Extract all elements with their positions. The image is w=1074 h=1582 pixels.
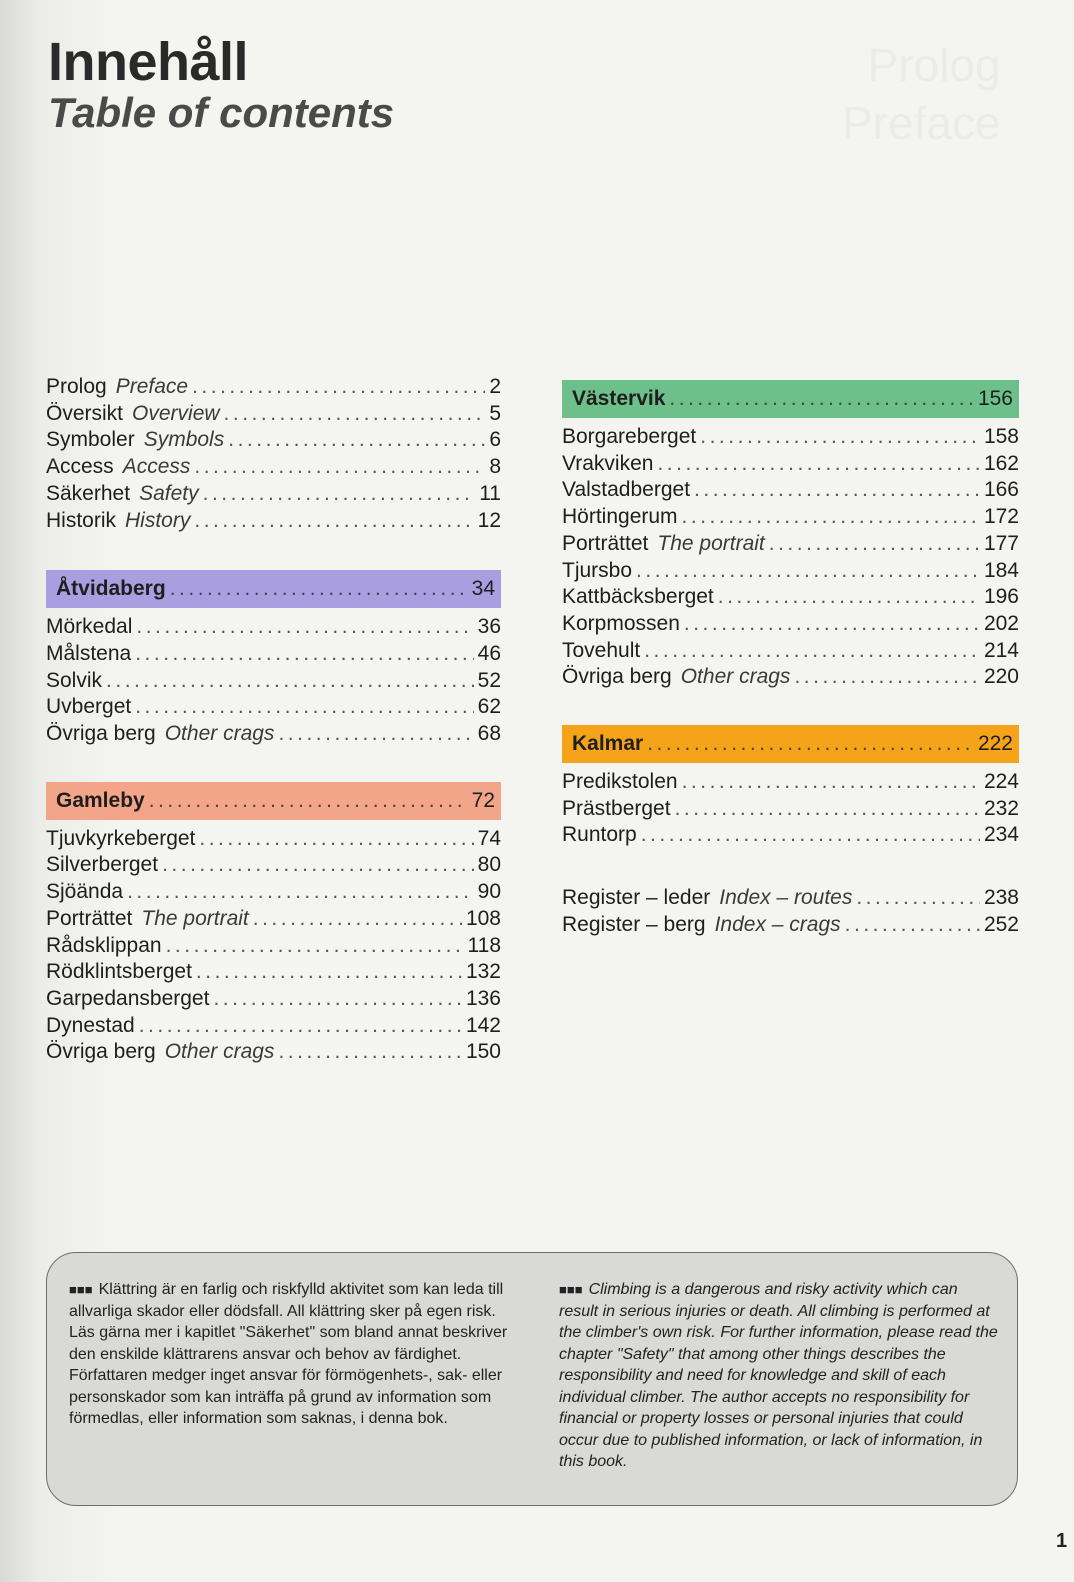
toc-entry <box>46 694 501 721</box>
entry-title: Hörtingerum <box>562 505 678 529</box>
entry-title: Korpmossen <box>562 611 680 635</box>
entry-page-number: 196 <box>983 585 1019 609</box>
ghost-line-2: Preface <box>842 97 1001 149</box>
entry-page-number: 6 <box>489 428 501 452</box>
section-header <box>46 570 501 608</box>
ghost-line-1: Prolog <box>867 39 1001 91</box>
entry-title: Rödklintsberget <box>46 960 192 984</box>
dot-leader <box>194 454 485 481</box>
dot-leader <box>684 611 980 638</box>
toc-entry <box>562 611 1019 638</box>
dot-leader <box>253 906 462 933</box>
warning-english <box>559 1279 999 1473</box>
entry-title: Uvberget <box>46 695 132 719</box>
toc-entry <box>562 531 1019 558</box>
dot-leader <box>136 614 473 641</box>
ghost-title <box>842 36 1001 152</box>
section-header <box>562 380 1019 418</box>
dot-leader <box>647 725 974 763</box>
dot-leader <box>135 641 473 668</box>
toc-left-column <box>46 374 501 1066</box>
toc-entry <box>562 558 1019 585</box>
entry-title: Register – leder <box>562 886 711 910</box>
dot-leader <box>170 570 468 608</box>
entry-page-number: 177 <box>983 531 1019 555</box>
dot-leader <box>682 504 980 531</box>
entry-translation: History <box>125 508 191 532</box>
toc-entry <box>46 401 501 428</box>
toc-entry <box>562 769 1019 796</box>
toc-entry <box>46 986 501 1013</box>
entry-title: Valstadberget <box>562 478 691 502</box>
section-name: Åtvidaberg <box>56 577 166 601</box>
entry-translation: Other crags <box>164 1040 275 1064</box>
entry-page-number: 136 <box>465 986 501 1010</box>
entry-title: Säkerhet <box>46 481 131 505</box>
entry-title: Silverberget <box>46 853 159 877</box>
dot-leader <box>224 401 486 428</box>
dot-leader <box>213 986 462 1013</box>
entry-title: Kattbäcksberget <box>562 585 714 609</box>
warning-squares-icon: ■■■ <box>559 1282 583 1297</box>
dot-leader <box>278 1039 462 1066</box>
toc-entry <box>562 664 1019 691</box>
entry-page-number: 158 <box>983 425 1019 448</box>
toc-entry <box>46 1039 501 1066</box>
entry-page-number: 172 <box>983 505 1019 529</box>
section-atvidaberg <box>46 570 501 748</box>
toc-entry <box>46 959 501 986</box>
toc-entry <box>562 796 1019 823</box>
entry-page-number: 202 <box>983 611 1019 635</box>
entry-page-number: 238 <box>983 886 1019 910</box>
entry-title: Garpedansberget <box>46 986 210 1010</box>
toc-entry <box>46 668 501 695</box>
section-name: Gamleby <box>56 788 145 812</box>
entry-title: Dynestad <box>46 1013 135 1037</box>
entry-page-number: 5 <box>489 401 501 425</box>
entry-title: Porträttet <box>562 531 649 555</box>
dot-leader <box>228 427 485 454</box>
entry-title: Övriga berg <box>46 1040 156 1064</box>
entry-page-number: 252 <box>983 912 1019 936</box>
entry-page-number: 8 <box>489 455 501 479</box>
dot-leader <box>718 584 980 611</box>
entry-page-number: 80 <box>477 853 501 877</box>
entry-page-number: 224 <box>983 770 1019 794</box>
warning-squares-icon: ■■■ <box>69 1282 93 1297</box>
dot-leader <box>199 826 473 853</box>
toc-entry <box>562 584 1019 611</box>
toc-entry <box>46 641 501 668</box>
toc-entry <box>46 374 501 401</box>
entry-page-number: 2 <box>489 375 501 398</box>
dot-leader <box>636 558 980 585</box>
entry-page-number: 62 <box>477 695 501 719</box>
entry-title: Borgareberget <box>562 425 697 448</box>
entry-page-number: 108 <box>465 906 501 930</box>
dot-leader <box>856 885 980 912</box>
entry-title: Symboler <box>46 428 135 452</box>
entry-title: Porträttet <box>46 906 133 930</box>
dot-leader <box>278 721 473 748</box>
section-header <box>46 782 501 820</box>
toc-entry <box>46 933 501 960</box>
dot-leader <box>769 531 980 558</box>
dot-leader <box>135 694 473 721</box>
entry-title: Mörkedal <box>46 615 133 639</box>
dot-leader <box>194 508 473 535</box>
entry-translation: The portrait <box>657 531 765 555</box>
entry-title: Målstena <box>46 641 132 665</box>
entry-translation: Index – crags <box>714 912 841 936</box>
toc-entry <box>46 481 501 508</box>
dot-leader <box>700 424 980 451</box>
entry-title: Tjursbo <box>562 558 633 582</box>
toc-entry <box>46 427 501 454</box>
toc-right-column <box>562 380 1019 939</box>
dot-leader <box>139 1013 462 1040</box>
warning-box <box>46 1252 1018 1506</box>
warning-swedish <box>69 1279 524 1430</box>
dot-leader <box>675 796 980 823</box>
entry-page-number: 118 <box>467 933 501 957</box>
entry-page-number: 12 <box>477 508 501 532</box>
section-page-number: 156 <box>977 387 1013 410</box>
entry-page-number: 220 <box>983 665 1019 689</box>
entry-title: Övriga berg <box>562 665 672 689</box>
page-number: 1 <box>1056 1530 1068 1552</box>
warning-text-en: Climbing is a dangerous and risky activity which can result in serious injuries or death. All climbing is performed at the climber's own risk. For further information, please read the chapter "Safety" that among other things describes the responsibility and need for knowledge and skill of each individual climber. The author accepts no responsibility for financial or property losses or personal injuries that could occur due to published information, or lack of information, in this book. <box>559 1281 998 1470</box>
section-name: Västervik <box>572 387 666 410</box>
page-title: Innehåll <box>48 32 249 92</box>
section-name: Kalmar <box>572 732 644 756</box>
section-page-number: 34 <box>471 577 495 601</box>
entry-title: Tovehult <box>562 638 641 662</box>
entry-title: Rådsklippan <box>46 933 162 957</box>
entry-page-number: 162 <box>983 451 1019 475</box>
entry-title: Översikt <box>46 401 124 425</box>
entry-page-number: 232 <box>983 796 1019 820</box>
entry-translation: Overview <box>132 401 220 425</box>
entry-page-number: 11 <box>479 481 501 505</box>
section-kalmar <box>562 725 1019 849</box>
toc-entry <box>46 826 501 853</box>
section-page-number: 72 <box>471 788 495 812</box>
toc-entry <box>46 721 501 748</box>
entry-page-number: 132 <box>465 960 501 984</box>
entry-page-number: 234 <box>983 823 1019 847</box>
dot-leader <box>845 912 980 939</box>
toc-entry <box>562 638 1019 665</box>
toc-entry <box>562 885 1019 912</box>
entry-translation: Preface <box>115 375 189 398</box>
entry-title: Access <box>46 455 114 479</box>
entry-title: Historik <box>46 508 117 532</box>
entry-title: Solvik <box>46 668 103 692</box>
entry-page-number: 150 <box>465 1040 501 1064</box>
intro-list <box>46 374 501 534</box>
dot-leader <box>106 668 474 695</box>
dot-leader <box>641 822 980 849</box>
entry-title: Sjöända <box>46 880 124 904</box>
entry-title: Övriga berg <box>46 722 156 746</box>
title-block <box>48 30 394 138</box>
toc-entry <box>46 508 501 535</box>
entry-page-number: 74 <box>477 826 501 850</box>
register-list <box>562 885 1019 938</box>
section-page-number: 222 <box>977 732 1013 756</box>
entry-translation: Other crags <box>164 722 275 746</box>
toc-entry <box>46 454 501 481</box>
toc-entry <box>46 879 501 906</box>
entry-page-number: 214 <box>983 638 1019 662</box>
toc-entry <box>46 614 501 641</box>
toc-entry <box>46 852 501 879</box>
entry-translation: The portrait <box>141 906 249 930</box>
entry-title: Prolog <box>46 375 107 398</box>
toc-entry <box>46 906 501 933</box>
section-vastervik <box>562 380 1019 691</box>
entry-title: Vrakviken <box>562 451 654 475</box>
dot-leader <box>203 481 476 508</box>
entry-page-number: 46 <box>477 641 501 665</box>
warning-text-sv: Klättring är en farlig och riskfylld aktivitet som kan leda till allvarliga skador eller dödsfall. All klättring sker på egen risk. Läs gärna mer i kapitlet "Säkerhet" som bland annat beskriver den enskilde klättrarens ansvar och behov av färdighet. Författaren medger inget ansvar för förmögenhets-, sak- eller personskador som kan inträffa på grund av information som förmedlas, eller information som saknas, i denna bok. <box>69 1281 508 1427</box>
entry-page-number: 52 <box>477 668 501 692</box>
entry-title: Runtorp <box>562 823 637 847</box>
entry-translation: Symbols <box>143 428 225 452</box>
entry-page-number: 36 <box>477 615 501 639</box>
toc-entry <box>46 1013 501 1040</box>
toc-entry <box>562 912 1019 939</box>
dot-leader <box>682 769 980 796</box>
page-subtitle: Table of contents <box>48 89 395 136</box>
entry-page-number: 142 <box>465 1013 501 1037</box>
entry-title: Prästberget <box>562 796 671 820</box>
dot-leader <box>192 374 485 401</box>
dot-leader <box>657 451 980 478</box>
entry-translation: Index – routes <box>719 886 853 910</box>
entry-page-number: 184 <box>983 558 1019 582</box>
section-gamleby <box>46 782 501 1066</box>
toc-entry <box>562 451 1019 478</box>
toc-entry <box>562 822 1019 849</box>
entry-translation: Access <box>122 455 191 479</box>
entry-page-number: 166 <box>983 478 1019 502</box>
dot-leader <box>794 664 980 691</box>
entry-title: Register – berg <box>562 912 706 936</box>
entry-page-number: 68 <box>477 722 501 746</box>
dot-leader <box>162 852 474 879</box>
entry-title: Predikstolen <box>562 770 678 794</box>
dot-leader <box>196 959 462 986</box>
section-header <box>562 725 1019 763</box>
dot-leader <box>669 380 974 418</box>
toc-entry <box>562 424 1019 451</box>
dot-leader <box>149 782 468 820</box>
toc-entry <box>562 504 1019 531</box>
entry-translation: Other crags <box>680 665 791 689</box>
dot-leader <box>694 477 980 504</box>
entry-title: Tjuvkyrkeberget <box>46 826 196 850</box>
toc-entry <box>562 477 1019 504</box>
dot-leader <box>127 879 474 906</box>
dot-leader <box>166 933 464 960</box>
entry-translation: Safety <box>139 481 199 505</box>
dot-leader <box>644 638 980 665</box>
entry-page-number: 90 <box>477 880 501 904</box>
